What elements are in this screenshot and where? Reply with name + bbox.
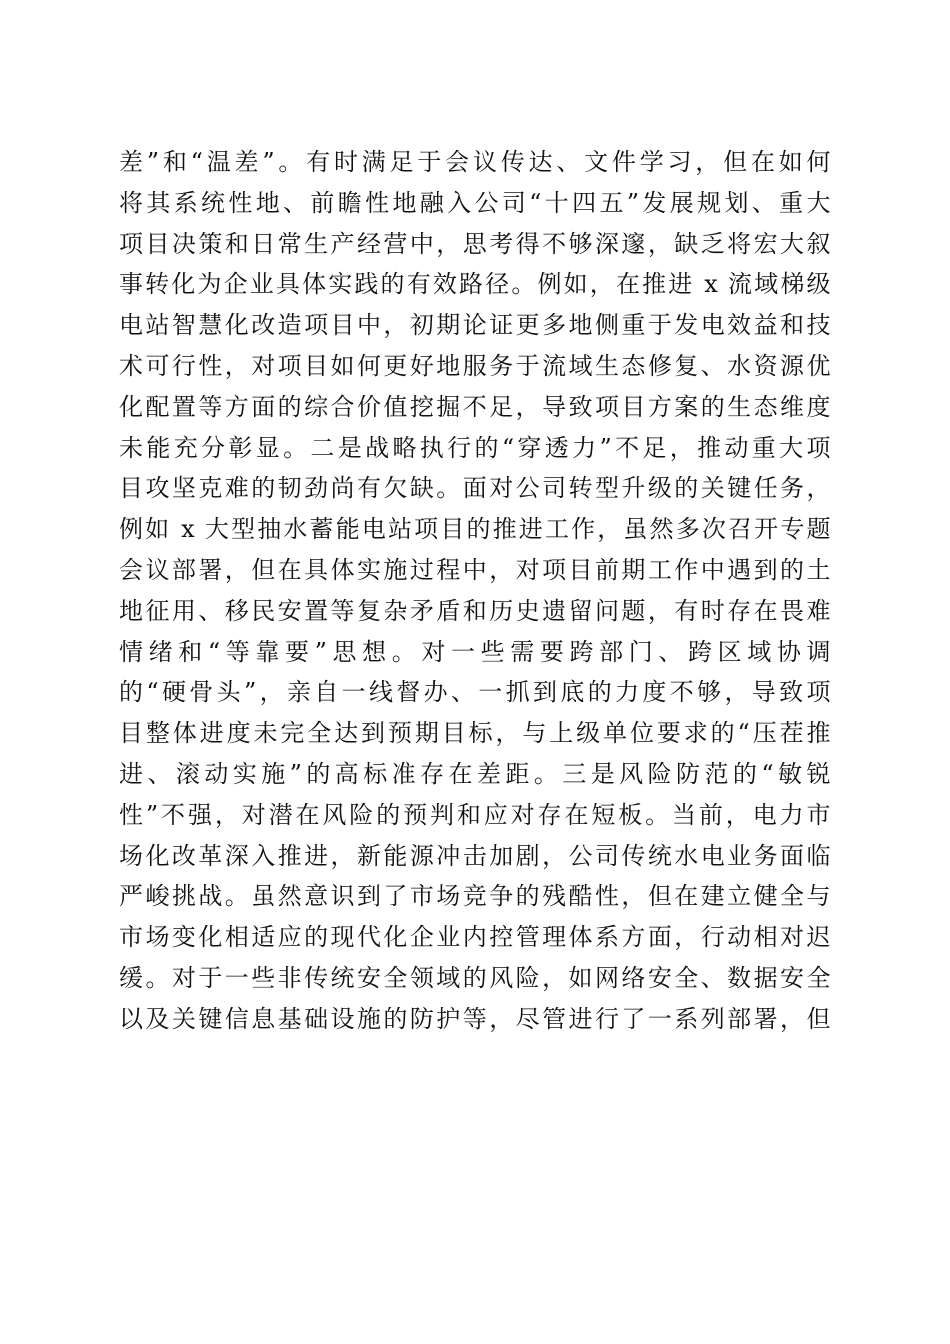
text-line: 事转化为企业具体实践的有效路径。例如，在推进 x 流域梯级 — [119, 270, 831, 299]
text-line: 差”和“温差”。有时满足于会议传达、文件学习，但在如何 — [119, 148, 831, 176]
text-line: 情绪和“等靠要”思想。对一些需要跨部门、跨区域协调 — [119, 637, 831, 666]
text-line: 地征用、移民安置等复杂矛盾和历史遗留问题，有时存在畏难 — [119, 596, 831, 625]
text-line: 场化改革深入推进，新能源冲击加剧，公司传统水电业务面临 — [119, 841, 831, 870]
text-line: 以及关键信息基础设施的防护等，尽管进行了一系列部署，但 — [119, 1004, 831, 1033]
body-text — [119, 142, 831, 1040]
text-line: 的“硬骨头”，亲自一线督办、一抓到底的力度不够，导致项 — [119, 678, 831, 707]
text-line: 严峻挑战。虽然意识到了市场竞争的残酷性，但在建立健全与 — [119, 882, 831, 911]
text-line: 会议部署，但在具体实施过程中，对项目前期工作中遇到的土 — [119, 555, 831, 584]
text-line: 目攻坚克难的韧劲尚有欠缺。面对公司转型升级的关键任务， — [119, 474, 831, 503]
text-line: 化配置等方面的综合价值挖掘不足，导致项目方案的生态维度 — [119, 392, 831, 421]
text-line: 进、滚动实施”的高标准存在差距。三是风险防范的“敏锐 — [119, 759, 831, 788]
text-line: 项目决策和日常生产经营中，思考得不够深邃，缺乏将宏大叙 — [119, 229, 831, 258]
text-line: 缓。对于一些非传统安全领域的风险，如网络安全、数据安全 — [119, 963, 831, 992]
text-line: 市场变化相适应的现代化企业内控管理体系方面，行动相对迟 — [119, 923, 831, 952]
text-line: 性”不强，对潜在风险的预判和应对存在短板。当前，电力市 — [119, 800, 831, 829]
text-line: 将其系统性地、前瞻性地融入公司“十四五”发展规划、重大 — [119, 188, 831, 217]
text-line: 电站智慧化改造项目中，初期论证更多地侧重于发电效益和技 — [119, 311, 831, 340]
text-line: 术可行性，对项目如何更好地服务于流域生态修复、水资源优 — [119, 351, 831, 380]
text-line: 例如 x 大型抽水蓄能电站项目的推进工作，虽然多次召开专题 — [119, 515, 831, 544]
text-line: 未能充分彰显。二是战略执行的“穿透力”不足，推动重大项 — [119, 433, 831, 462]
text-line: 目整体进度未完全达到预期目标，与上级单位要求的“压茬推 — [119, 719, 831, 748]
